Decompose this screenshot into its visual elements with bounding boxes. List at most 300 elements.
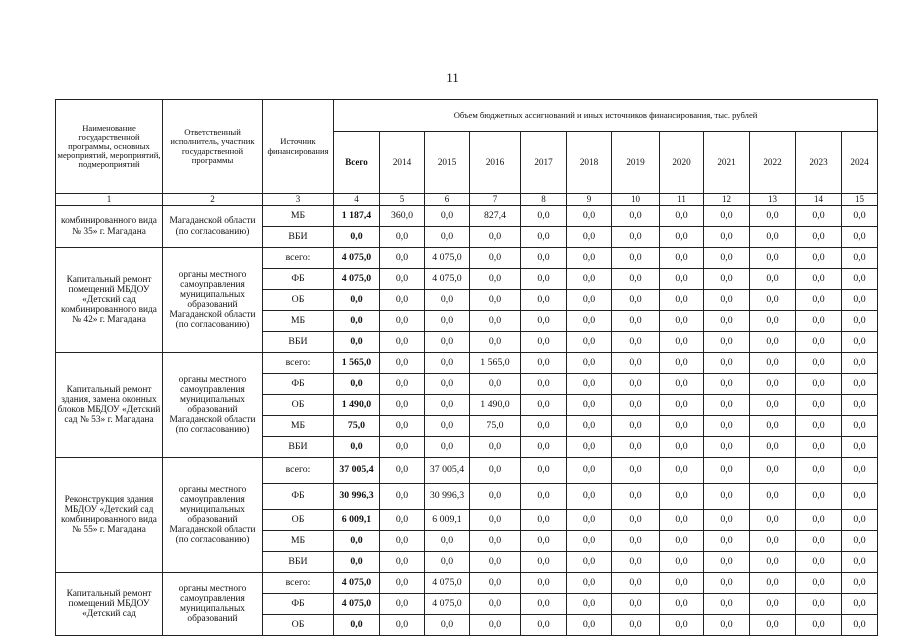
year-value-cell: 0,0 bbox=[567, 269, 612, 290]
year-value-cell: 0,0 bbox=[612, 311, 660, 332]
total-cell: 1 490,0 bbox=[334, 395, 380, 416]
table-row bbox=[56, 353, 878, 374]
year-value-cell: 827,4 bbox=[470, 206, 521, 227]
header-budget-volume: Объем бюджетных ассигнований и иных источников финансирования, тыс. рублей bbox=[334, 100, 878, 132]
page-number: 11 bbox=[446, 70, 459, 85]
year-value-cell: 0,0 bbox=[704, 290, 750, 311]
year-value-cell: 0,0 bbox=[842, 395, 878, 416]
header-total: Всего bbox=[334, 132, 380, 194]
column-number: 7 bbox=[470, 194, 521, 206]
total-cell: 0,0 bbox=[334, 227, 380, 248]
year-value-cell: 0,0 bbox=[567, 248, 612, 269]
year-value-cell: 0,0 bbox=[660, 510, 704, 531]
year-value-cell: 0,0 bbox=[660, 484, 704, 510]
year-value-cell: 0,0 bbox=[660, 227, 704, 248]
executor-cell: органы местного самоуправления муниципальных образований Магаданской области (по согласованию) bbox=[163, 248, 263, 353]
funding-source-cell: всего: bbox=[263, 573, 334, 594]
executor-cell: Магаданской области (по согласованию) bbox=[163, 206, 263, 248]
year-value-cell: 0,0 bbox=[567, 353, 612, 374]
year-value-cell: 0,0 bbox=[612, 458, 660, 484]
year-value-cell: 0,0 bbox=[796, 552, 842, 573]
year-value-cell: 0,0 bbox=[612, 395, 660, 416]
header-executor: Ответственный исполнитель, участник государственной программы bbox=[163, 100, 263, 194]
year-value-cell: 0,0 bbox=[612, 552, 660, 573]
year-value-cell: 0,0 bbox=[521, 458, 567, 484]
year-value-cell: 0,0 bbox=[750, 374, 796, 395]
year-value-cell: 0,0 bbox=[612, 374, 660, 395]
year-value-cell: 0,0 bbox=[660, 437, 704, 458]
year-value-cell: 0,0 bbox=[750, 458, 796, 484]
year-value-cell: 0,0 bbox=[567, 290, 612, 311]
total-cell: 0,0 bbox=[334, 531, 380, 552]
year-value-cell: 0,0 bbox=[567, 227, 612, 248]
column-number-row bbox=[56, 194, 878, 206]
year-value-cell: 0,0 bbox=[612, 332, 660, 353]
header-year: 2014 bbox=[380, 132, 425, 194]
year-value-cell: 0,0 bbox=[521, 552, 567, 573]
funding-source-cell: всего: bbox=[263, 458, 334, 484]
year-value-cell: 0,0 bbox=[521, 332, 567, 353]
year-value-cell: 0,0 bbox=[567, 437, 612, 458]
column-number: 4 bbox=[334, 194, 380, 206]
year-value-cell: 0,0 bbox=[704, 484, 750, 510]
year-value-cell: 0,0 bbox=[425, 416, 470, 437]
year-value-cell: 0,0 bbox=[521, 353, 567, 374]
year-value-cell: 0,0 bbox=[380, 573, 425, 594]
year-value-cell: 0,0 bbox=[704, 573, 750, 594]
year-value-cell: 0,0 bbox=[567, 510, 612, 531]
header-year: 2020 bbox=[660, 132, 704, 194]
year-value-cell: 0,0 bbox=[521, 615, 567, 636]
funding-source-cell: всего: bbox=[263, 353, 334, 374]
total-cell: 4 075,0 bbox=[334, 594, 380, 615]
year-value-cell: 0,0 bbox=[704, 458, 750, 484]
year-value-cell: 0,0 bbox=[842, 531, 878, 552]
year-value-cell: 0,0 bbox=[567, 484, 612, 510]
year-value-cell: 0,0 bbox=[425, 227, 470, 248]
total-cell: 30 996,3 bbox=[334, 484, 380, 510]
year-value-cell: 0,0 bbox=[380, 269, 425, 290]
year-value-cell: 0,0 bbox=[380, 594, 425, 615]
year-value-cell: 0,0 bbox=[660, 416, 704, 437]
year-value-cell: 0,0 bbox=[704, 416, 750, 437]
year-value-cell: 0,0 bbox=[612, 484, 660, 510]
year-value-cell: 0,0 bbox=[704, 395, 750, 416]
year-value-cell: 0,0 bbox=[796, 484, 842, 510]
year-value-cell: 0,0 bbox=[470, 374, 521, 395]
year-value-cell: 0,0 bbox=[750, 484, 796, 510]
program-name-cell: комбинированного вида № 35» г. Магадана bbox=[56, 206, 163, 248]
year-value-cell: 0,0 bbox=[796, 206, 842, 227]
funding-source-cell: ФБ bbox=[263, 594, 334, 615]
year-value-cell: 0,0 bbox=[660, 206, 704, 227]
year-value-cell: 0,0 bbox=[470, 269, 521, 290]
year-value-cell: 0,0 bbox=[750, 332, 796, 353]
year-value-cell: 0,0 bbox=[380, 311, 425, 332]
year-value-cell: 0,0 bbox=[380, 332, 425, 353]
year-value-cell: 0,0 bbox=[796, 395, 842, 416]
year-value-cell: 0,0 bbox=[612, 290, 660, 311]
year-value-cell: 0,0 bbox=[470, 594, 521, 615]
year-value-cell: 0,0 bbox=[750, 269, 796, 290]
year-value-cell: 0,0 bbox=[750, 395, 796, 416]
funding-source-cell: ФБ bbox=[263, 374, 334, 395]
year-value-cell: 0,0 bbox=[750, 416, 796, 437]
year-value-cell: 0,0 bbox=[842, 510, 878, 531]
year-value-cell: 0,0 bbox=[380, 227, 425, 248]
year-value-cell: 0,0 bbox=[470, 458, 521, 484]
year-value-cell: 0,0 bbox=[425, 332, 470, 353]
year-value-cell: 0,0 bbox=[750, 227, 796, 248]
year-value-cell: 0,0 bbox=[425, 290, 470, 311]
year-value-cell: 0,0 bbox=[380, 458, 425, 484]
year-value-cell: 1 565,0 bbox=[470, 353, 521, 374]
year-value-cell: 0,0 bbox=[660, 374, 704, 395]
year-value-cell: 0,0 bbox=[521, 573, 567, 594]
year-value-cell: 0,0 bbox=[796, 311, 842, 332]
year-value-cell: 0,0 bbox=[704, 206, 750, 227]
year-value-cell: 0,0 bbox=[612, 615, 660, 636]
year-value-cell: 0,0 bbox=[750, 531, 796, 552]
year-value-cell: 0,0 bbox=[842, 552, 878, 573]
year-value-cell: 0,0 bbox=[470, 437, 521, 458]
column-number: 9 bbox=[567, 194, 612, 206]
year-value-cell: 0,0 bbox=[380, 437, 425, 458]
total-cell: 0,0 bbox=[334, 332, 380, 353]
year-value-cell: 0,0 bbox=[796, 615, 842, 636]
funding-source-cell: МБ bbox=[263, 206, 334, 227]
column-number: 10 bbox=[612, 194, 660, 206]
year-value-cell: 0,0 bbox=[470, 552, 521, 573]
year-value-cell: 0,0 bbox=[796, 416, 842, 437]
table-row bbox=[56, 248, 878, 269]
year-value-cell: 0,0 bbox=[425, 552, 470, 573]
year-value-cell: 0,0 bbox=[567, 395, 612, 416]
total-cell: 0,0 bbox=[334, 290, 380, 311]
year-value-cell: 0,0 bbox=[612, 510, 660, 531]
year-value-cell: 0,0 bbox=[704, 510, 750, 531]
column-number: 2 bbox=[163, 194, 263, 206]
year-value-cell: 0,0 bbox=[425, 353, 470, 374]
funding-source-cell: ВБИ bbox=[263, 437, 334, 458]
year-value-cell: 0,0 bbox=[470, 290, 521, 311]
year-value-cell: 0,0 bbox=[796, 531, 842, 552]
year-value-cell: 0,0 bbox=[842, 437, 878, 458]
header-year: 2024 bbox=[842, 132, 878, 194]
budget-table bbox=[55, 99, 878, 636]
year-value-cell: 0,0 bbox=[796, 374, 842, 395]
table-row bbox=[56, 206, 878, 227]
year-value-cell: 0,0 bbox=[796, 290, 842, 311]
year-value-cell: 0,0 bbox=[842, 290, 878, 311]
column-number: 8 bbox=[521, 194, 567, 206]
year-value-cell: 4 075,0 bbox=[425, 248, 470, 269]
year-value-cell: 0,0 bbox=[380, 552, 425, 573]
program-name-cell: Капитальный ремонт помещений МБДОУ «Детский сад комбинированного вида № 42» г. Магадана bbox=[56, 248, 163, 353]
year-value-cell: 0,0 bbox=[704, 248, 750, 269]
year-value-cell: 0,0 bbox=[704, 227, 750, 248]
year-value-cell: 0,0 bbox=[750, 437, 796, 458]
year-value-cell: 0,0 bbox=[612, 227, 660, 248]
year-value-cell: 0,0 bbox=[660, 615, 704, 636]
year-value-cell: 37 005,4 bbox=[425, 458, 470, 484]
year-value-cell: 0,0 bbox=[660, 594, 704, 615]
year-value-cell: 4 075,0 bbox=[425, 594, 470, 615]
year-value-cell: 0,0 bbox=[567, 615, 612, 636]
header-year: 2021 bbox=[704, 132, 750, 194]
year-value-cell: 0,0 bbox=[380, 615, 425, 636]
year-value-cell: 0,0 bbox=[380, 510, 425, 531]
year-value-cell: 0,0 bbox=[750, 353, 796, 374]
year-value-cell: 0,0 bbox=[842, 227, 878, 248]
year-value-cell: 0,0 bbox=[470, 484, 521, 510]
year-value-cell: 0,0 bbox=[796, 332, 842, 353]
header-year: 2022 bbox=[750, 132, 796, 194]
year-value-cell: 6 009,1 bbox=[425, 510, 470, 531]
year-value-cell: 0,0 bbox=[842, 269, 878, 290]
year-value-cell: 0,0 bbox=[425, 311, 470, 332]
header-funding-source: Источник финансирования bbox=[263, 100, 334, 194]
total-cell: 6 009,1 bbox=[334, 510, 380, 531]
header-row bbox=[56, 100, 878, 132]
year-value-cell: 0,0 bbox=[470, 227, 521, 248]
table-body bbox=[56, 206, 878, 636]
year-value-cell: 0,0 bbox=[612, 437, 660, 458]
year-value-cell: 0,0 bbox=[521, 227, 567, 248]
year-value-cell: 0,0 bbox=[521, 437, 567, 458]
year-value-cell: 0,0 bbox=[380, 290, 425, 311]
executor-cell: органы местного самоуправления муниципальных образований Магаданской области (по согласованию) bbox=[163, 458, 263, 573]
year-value-cell: 0,0 bbox=[796, 353, 842, 374]
year-value-cell: 0,0 bbox=[796, 437, 842, 458]
year-value-cell: 0,0 bbox=[521, 248, 567, 269]
total-cell: 4 075,0 bbox=[334, 573, 380, 594]
column-number: 6 bbox=[425, 194, 470, 206]
year-value-cell: 0,0 bbox=[521, 395, 567, 416]
header-program-name: Наименование государственной программы, основных мероприятий, мероприятий, подмероприятий bbox=[56, 100, 163, 194]
year-value-cell: 0,0 bbox=[704, 353, 750, 374]
total-cell: 0,0 bbox=[334, 311, 380, 332]
year-value-cell: 0,0 bbox=[612, 573, 660, 594]
funding-source-cell: МБ bbox=[263, 416, 334, 437]
year-value-cell: 0,0 bbox=[796, 269, 842, 290]
year-value-cell: 0,0 bbox=[750, 290, 796, 311]
total-cell: 0,0 bbox=[334, 552, 380, 573]
total-cell: 0,0 bbox=[334, 374, 380, 395]
program-name-cell: Реконструкция здания МБДОУ «Детский сад комбинированного вида № 55» г. Магадана bbox=[56, 458, 163, 573]
year-value-cell: 0,0 bbox=[380, 248, 425, 269]
year-value-cell: 0,0 bbox=[521, 374, 567, 395]
year-value-cell: 0,0 bbox=[521, 269, 567, 290]
year-value-cell: 0,0 bbox=[750, 594, 796, 615]
total-cell: 1 565,0 bbox=[334, 353, 380, 374]
funding-source-cell: ВБИ bbox=[263, 227, 334, 248]
year-value-cell: 0,0 bbox=[425, 531, 470, 552]
total-cell: 75,0 bbox=[334, 416, 380, 437]
column-number: 1 bbox=[56, 194, 163, 206]
year-value-cell: 0,0 bbox=[612, 416, 660, 437]
year-value-cell: 0,0 bbox=[380, 416, 425, 437]
year-value-cell: 0,0 bbox=[750, 615, 796, 636]
funding-source-cell: МБ bbox=[263, 311, 334, 332]
year-value-cell: 0,0 bbox=[660, 552, 704, 573]
year-value-cell: 0,0 bbox=[567, 531, 612, 552]
year-value-cell: 0,0 bbox=[425, 615, 470, 636]
year-value-cell: 0,0 bbox=[380, 395, 425, 416]
year-value-cell: 30 996,3 bbox=[425, 484, 470, 510]
year-value-cell: 0,0 bbox=[660, 395, 704, 416]
funding-source-cell: ВБИ bbox=[263, 552, 334, 573]
header-year: 2019 bbox=[612, 132, 660, 194]
year-value-cell: 0,0 bbox=[660, 353, 704, 374]
year-value-cell: 0,0 bbox=[842, 353, 878, 374]
year-value-cell: 0,0 bbox=[612, 269, 660, 290]
program-name-cell: Капитальный ремонт здания, замена оконных блоков МБДОУ «Детский сад № 53» г. Магадана bbox=[56, 353, 163, 458]
year-value-cell: 0,0 bbox=[521, 594, 567, 615]
table-row bbox=[56, 573, 878, 594]
year-value-cell: 0,0 bbox=[470, 311, 521, 332]
year-value-cell: 0,0 bbox=[470, 531, 521, 552]
total-cell: 4 075,0 bbox=[334, 248, 380, 269]
year-value-cell: 0,0 bbox=[425, 374, 470, 395]
year-value-cell: 0,0 bbox=[612, 531, 660, 552]
executor-cell: органы местного самоуправления муниципальных образований Магаданской области (по согласованию) bbox=[163, 353, 263, 458]
year-value-cell: 0,0 bbox=[380, 374, 425, 395]
year-value-cell: 0,0 bbox=[612, 353, 660, 374]
funding-source-cell: ФБ bbox=[263, 484, 334, 510]
year-value-cell: 0,0 bbox=[425, 206, 470, 227]
total-cell: 37 005,4 bbox=[334, 458, 380, 484]
year-value-cell: 0,0 bbox=[842, 573, 878, 594]
table-row bbox=[56, 458, 878, 484]
year-value-cell: 0,0 bbox=[796, 510, 842, 531]
funding-source-cell: ОБ bbox=[263, 615, 334, 636]
year-value-cell: 0,0 bbox=[567, 416, 612, 437]
year-value-cell: 0,0 bbox=[380, 484, 425, 510]
year-value-cell: 0,0 bbox=[470, 510, 521, 531]
year-value-cell: 0,0 bbox=[470, 615, 521, 636]
year-value-cell: 0,0 bbox=[750, 206, 796, 227]
year-value-cell: 0,0 bbox=[660, 573, 704, 594]
funding-source-cell: ВБИ bbox=[263, 332, 334, 353]
year-value-cell: 0,0 bbox=[750, 311, 796, 332]
year-value-cell: 0,0 bbox=[521, 206, 567, 227]
year-value-cell: 0,0 bbox=[660, 248, 704, 269]
year-value-cell: 0,0 bbox=[521, 531, 567, 552]
funding-source-cell: ОБ bbox=[263, 510, 334, 531]
year-value-cell: 0,0 bbox=[842, 374, 878, 395]
year-value-cell: 0,0 bbox=[660, 458, 704, 484]
year-value-cell: 0,0 bbox=[660, 332, 704, 353]
year-value-cell: 0,0 bbox=[567, 311, 612, 332]
year-value-cell: 0,0 bbox=[842, 484, 878, 510]
year-value-cell: 0,0 bbox=[612, 248, 660, 269]
year-value-cell: 0,0 bbox=[425, 437, 470, 458]
total-cell: 0,0 bbox=[334, 437, 380, 458]
column-number: 3 bbox=[263, 194, 334, 206]
year-value-cell: 0,0 bbox=[842, 206, 878, 227]
year-value-cell: 0,0 bbox=[521, 311, 567, 332]
column-number: 13 bbox=[750, 194, 796, 206]
year-value-cell: 0,0 bbox=[704, 552, 750, 573]
year-value-cell: 0,0 bbox=[796, 227, 842, 248]
year-value-cell: 0,0 bbox=[704, 615, 750, 636]
year-value-cell: 0,0 bbox=[521, 416, 567, 437]
year-value-cell: 360,0 bbox=[380, 206, 425, 227]
year-value-cell: 0,0 bbox=[704, 531, 750, 552]
year-value-cell: 0,0 bbox=[842, 311, 878, 332]
column-number: 5 bbox=[380, 194, 425, 206]
year-value-cell: 0,0 bbox=[612, 594, 660, 615]
year-value-cell: 0,0 bbox=[796, 458, 842, 484]
year-value-cell: 0,0 bbox=[380, 353, 425, 374]
header-year: 2017 bbox=[521, 132, 567, 194]
year-value-cell: 0,0 bbox=[567, 573, 612, 594]
year-value-cell: 0,0 bbox=[704, 437, 750, 458]
year-value-cell: 0,0 bbox=[704, 594, 750, 615]
year-value-cell: 0,0 bbox=[660, 290, 704, 311]
year-value-cell: 1 490,0 bbox=[470, 395, 521, 416]
year-value-cell: 0,0 bbox=[842, 458, 878, 484]
program-name-cell: Капитальный ремонт помещений МБДОУ «Детский сад bbox=[56, 573, 163, 636]
header-year: 2015 bbox=[425, 132, 470, 194]
year-value-cell: 0,0 bbox=[660, 311, 704, 332]
year-value-cell: 0,0 bbox=[796, 248, 842, 269]
column-number: 12 bbox=[704, 194, 750, 206]
year-value-cell: 0,0 bbox=[380, 531, 425, 552]
year-value-cell: 0,0 bbox=[704, 269, 750, 290]
year-value-cell: 0,0 bbox=[425, 395, 470, 416]
column-number: 15 bbox=[842, 194, 878, 206]
year-value-cell: 75,0 bbox=[470, 416, 521, 437]
year-value-cell: 4 075,0 bbox=[425, 269, 470, 290]
year-value-cell: 4 075,0 bbox=[425, 573, 470, 594]
year-value-cell: 0,0 bbox=[704, 311, 750, 332]
year-value-cell: 0,0 bbox=[470, 332, 521, 353]
header-year: 2023 bbox=[796, 132, 842, 194]
column-number: 14 bbox=[796, 194, 842, 206]
year-value-cell: 0,0 bbox=[521, 290, 567, 311]
year-value-cell: 0,0 bbox=[750, 248, 796, 269]
column-number: 11 bbox=[660, 194, 704, 206]
year-value-cell: 0,0 bbox=[612, 206, 660, 227]
year-value-cell: 0,0 bbox=[842, 416, 878, 437]
year-value-cell: 0,0 bbox=[750, 573, 796, 594]
year-value-cell: 0,0 bbox=[704, 332, 750, 353]
year-value-cell: 0,0 bbox=[842, 594, 878, 615]
total-cell: 4 075,0 bbox=[334, 269, 380, 290]
funding-source-cell: всего: bbox=[263, 248, 334, 269]
year-value-cell: 0,0 bbox=[796, 573, 842, 594]
funding-source-cell: ФБ bbox=[263, 269, 334, 290]
year-value-cell: 0,0 bbox=[567, 594, 612, 615]
year-value-cell: 0,0 bbox=[750, 510, 796, 531]
year-value-cell: 0,0 bbox=[567, 332, 612, 353]
year-value-cell: 0,0 bbox=[567, 374, 612, 395]
year-value-cell: 0,0 bbox=[470, 573, 521, 594]
year-value-cell: 0,0 bbox=[842, 332, 878, 353]
year-value-cell: 0,0 bbox=[842, 615, 878, 636]
funding-source-cell: ОБ bbox=[263, 395, 334, 416]
year-value-cell: 0,0 bbox=[750, 552, 796, 573]
executor-cell: органы местного самоуправления муниципальных образований bbox=[163, 573, 263, 636]
year-value-cell: 0,0 bbox=[567, 552, 612, 573]
year-value-cell: 0,0 bbox=[470, 248, 521, 269]
year-value-cell: 0,0 bbox=[660, 531, 704, 552]
year-value-cell: 0,0 bbox=[521, 484, 567, 510]
year-value-cell: 0,0 bbox=[567, 458, 612, 484]
year-value-cell: 0,0 bbox=[704, 374, 750, 395]
